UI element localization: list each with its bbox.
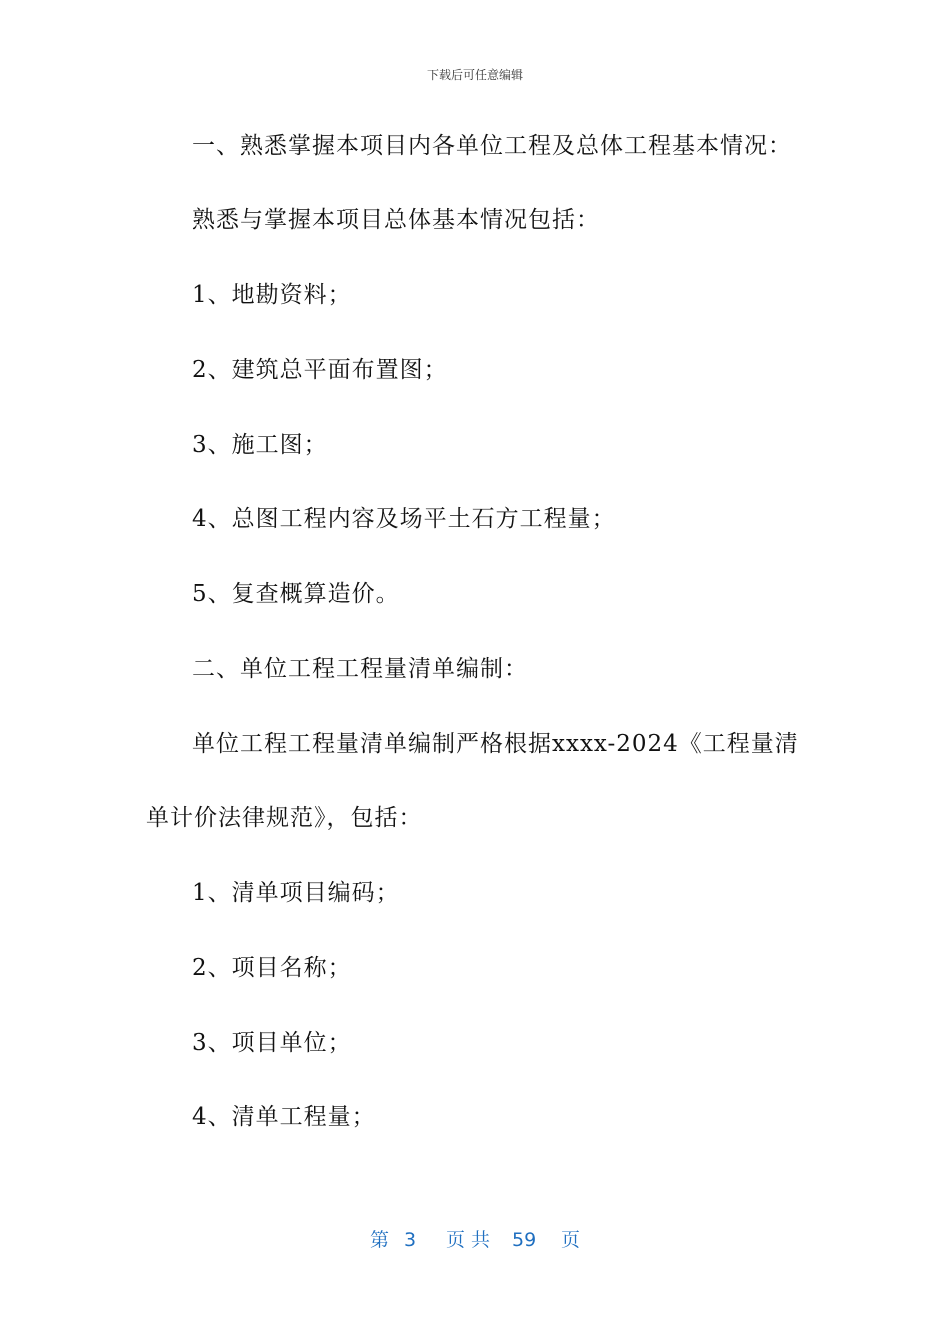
page-suffix: 页 xyxy=(561,1229,581,1251)
page-footer xyxy=(0,1226,950,1254)
list-item: 3、施工图； xyxy=(192,432,328,458)
page-total: 59 xyxy=(512,1229,537,1251)
list-item: 2、项目名称； xyxy=(192,955,352,981)
list-item: 2、建筑总平面布置图； xyxy=(192,357,448,383)
list-item: 1、清单项目编码； xyxy=(192,880,400,906)
section-heading-1: 一、熟悉掌握本项目内各单位工程及总体工程基本情况： xyxy=(192,133,792,159)
list-item: 4、清单工程量； xyxy=(192,1104,376,1130)
page-prefix: 第 xyxy=(370,1229,390,1251)
page-header-note: 下载后可任意编辑 xyxy=(426,68,523,82)
list-item: 1、地勘资料； xyxy=(192,282,352,308)
body-paragraph: 单位工程工程量清单编制严格根据xxxx-2024《工程量清 xyxy=(192,731,799,757)
list-item: 4、总图工程内容及场平土石方工程量； xyxy=(192,506,616,532)
page-middle: 页 共 xyxy=(446,1229,491,1251)
list-item: 3、项目单位； xyxy=(192,1030,352,1056)
section-heading-2: 二、单位工程工程量清单编制： xyxy=(192,656,528,682)
body-paragraph: 熟悉与掌握本项目总体基本情况包括： xyxy=(192,207,600,233)
body-paragraph-continuation: 单计价法律规范》，包括： xyxy=(146,805,423,831)
page-number: 3 xyxy=(404,1229,417,1251)
list-item: 5、复查概算造价。 xyxy=(192,581,400,607)
